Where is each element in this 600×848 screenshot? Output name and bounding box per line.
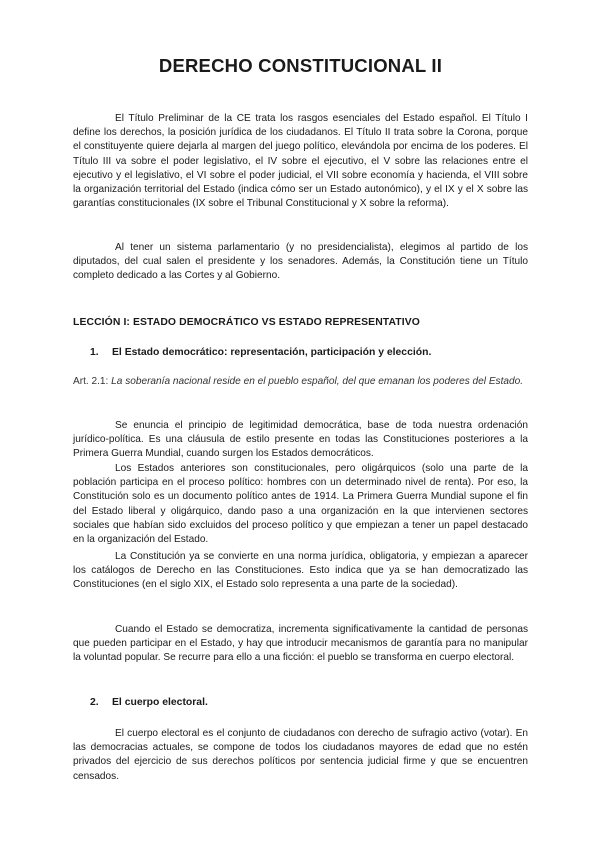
section2-paragraph-1: El cuerpo electoral es el conjunto de ciudadanos con derecho de sufragio activo (votar). En las democracias actuales, se compone de todos los ciudadanos mayores de edad que no estén privados del ejercicio de sus derechos políticos por sentencia judicial firme y que se encuentren censados. — [73, 728, 528, 782]
article-text: La soberanía nacional reside en el pueblo español, del que emanan los poderes del Estado. — [111, 376, 524, 387]
section1-paragraph-3: La Constitución ya se convierte en una norma jurídica, obligatoria, y empiezan a aparecer los catálogos de Derecho en las Constituciones. Esto indica que ya se han democratizado las Constituciones (en el siglo XIX, el Estado solo representa a una parte de la sociedad). — [73, 551, 528, 591]
article-quote — [73, 375, 528, 389]
section1-paragraph-2: Los Estados anteriores son constitucionales, pero oligárquicos (solo una parte de la población participa en el proceso político: hombres con un determinado nivel de renta). Por eso, la Constitución solo es un documento político antes de 1914. La Primera Guerra Mundial supone el fin del Estado liberal y oligárquico, dando paso a una organización en la que intervienen sectores sociales que habían sido excluidos del proceso político y que empiezan a tener un papel destacado en la organización del Estado. — [73, 463, 528, 546]
intro-paragraph-2: Al tener un sistema parlamentario (y no presidencialista), elegimos al partido de los diputados, del cual salen el presidente y los senadores. Además, la Constitución tiene un Título completo dedicado a las Cortes y al Gobierno. — [73, 242, 528, 282]
section-title-1: El Estado democrático: representación, participación y elección. — [112, 347, 432, 358]
section-heading-2 — [90, 697, 530, 708]
section-heading-1 — [90, 347, 530, 358]
section1-paragraph-1: Se enuncia el principio de legitimidad democrática, base de toda nuestra ordenación jurídico-política. Es una cláusula de estilo presente en todas las Constituciones posteriores a la Primera Guerra Mundial, cuando surgen los Estados democráticos. — [73, 420, 528, 460]
lesson-heading: LECCIÓN I: ESTADO DEMOCRÁTICO VS ESTADO REPRESENTATIVO — [73, 317, 420, 328]
section-number-1: 1. — [90, 347, 99, 358]
section-number-2: 2. — [90, 697, 99, 708]
section-title-2: El cuerpo electoral. — [112, 697, 208, 708]
article-reference: Art. 2.1: — [73, 376, 109, 387]
document-title: DERECHO CONSTITUCIONAL II — [158, 55, 443, 76]
intro-paragraph-1: El Título Preliminar de la CE trata los rasgos esenciales del Estado español. El Título I define los derechos, la posición jurídica de los ciudadanos. El Título II trata sobre la Corona, porque el constituyente quiere dejarla al margen del juego político, elevándola por encima de los poderes. El Título III va sobre el poder legislativo, el IV sobre el ejecutivo, el V sobre las relaciones entre el ejecutivo y el legislativo, el VI sobre el poder judicial, el VII sobre economía y hacienda, el VIII sobre la organización territorial del Estado (indica cómo ser un Estado autonómico), y el IX y el X sobre las garantías constitucionales (IX sobre el Tribunal Constitucional y X sobre la reforma). — [73, 113, 528, 210]
section1-paragraph-4: Cuando el Estado se democratiza, incrementa significativamente la cantidad de personas que pueden participar en el Estado, y hay que introducir mecanismos de garantía para no manipular la voluntad popular. Se recurre para ello a una ficción: el pueblo se transforma en cuerpo electoral. — [73, 624, 528, 664]
